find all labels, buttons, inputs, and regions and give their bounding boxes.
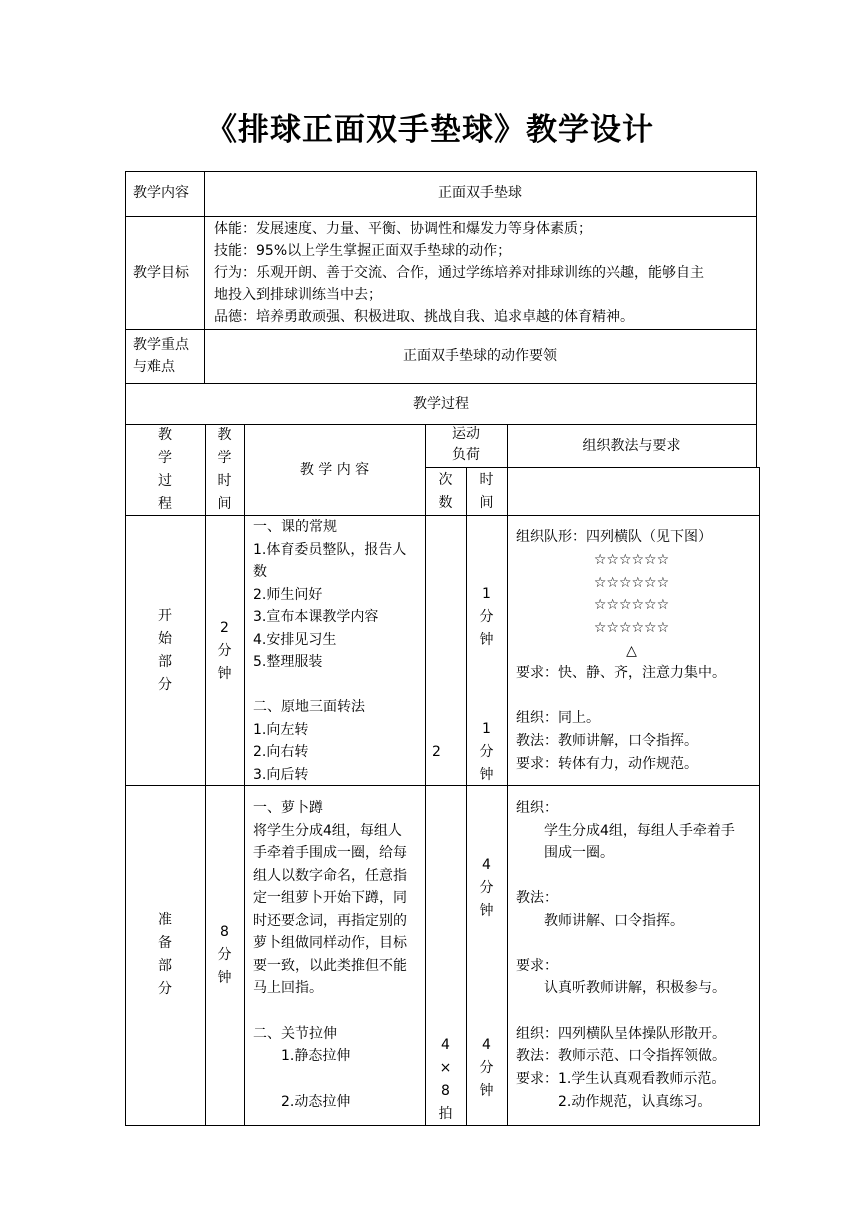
keypoints-value: 正面双手垫球的动作要领 [403,348,557,364]
goal-line: 行为：乐观开朗、善于交流、合作，通过学练培养对排球训练的兴趣，能够自主 [214,265,704,281]
header-time: 教 学 时 间 [217,427,232,512]
formation-row: ☆☆☆☆☆☆ [593,552,670,568]
content-line: 二、原地三面转法 [253,699,365,715]
method-line: 组织： [516,800,558,816]
header-method: 组织教法与要求 [582,438,681,454]
content-line: 定一组萝卜开始下蹲，同 [253,890,407,906]
method-line: 要求： [516,958,558,974]
content-line: 1.向左转 [253,722,309,738]
table-line [425,467,760,468]
method-line: 教师讲解、口令指挥。 [516,913,684,929]
formation-row: ☆☆☆☆☆☆ [593,597,670,613]
table-line [125,171,757,172]
content-line: 2.动态拉伸 [281,1094,351,1110]
content-line: 时还要念词，再指定别的 [253,913,407,929]
formation-row: ☆☆☆☆☆☆ [593,620,670,636]
stage-start: 开 始 部 分 [158,608,172,693]
content-line: 1.静态拉伸 [281,1048,351,1064]
duration-prep-2: 4 分 钟 [479,1037,494,1099]
table-line [205,424,206,1126]
table-line [466,467,467,1126]
header-count: 次 数 [438,472,453,511]
content-line: 2.向右转 [253,744,309,760]
method-line: 2.动作规范，认真练习。 [516,1094,712,1110]
header-load: 运动 负荷 [452,426,480,463]
table-line [756,171,757,468]
method-line: 组织：同上。 [516,710,600,726]
content-value: 正面双手垫球 [438,185,522,201]
duration-prep-1: 4 分 钟 [479,857,494,919]
content-line: 2.师生问好 [253,587,323,603]
header-stage: 教 学 过 程 [158,427,172,512]
method-line: 教法：教师讲解，口令指挥。 [516,733,698,749]
method-line: 教法： [516,890,558,906]
table-line [125,329,757,330]
content-line: 一、萝卜蹲 [253,800,323,816]
content-label: 教学内容 [133,185,189,201]
table-line [507,424,508,1126]
formation-row: ☆☆☆☆☆☆ [593,575,670,591]
content-line: 马上回指。 [253,980,323,996]
keypoints-label: 教学重点 [133,337,189,353]
method-line: 要求：快、静、齐，注意力集中。 [516,665,726,681]
content-line: 1.体育委员整队，报告人 [253,542,407,558]
content-line: 4.安排见习生 [253,632,337,648]
content-line: 萝卜组做同样动作，目标 [253,935,407,951]
content-line: 要一致，以此类推但不能 [253,958,407,974]
method-line: 组织：四列横队呈体操队形散开。 [516,1026,726,1042]
goal-line: 品德：培养勇敢顽强、积极进取、挑战自我、追求卓越的体育精神。 [214,309,634,325]
table-line [125,383,757,384]
content-line: 将学生分成4组，每组人 [253,823,402,839]
process-header: 教学过程 [413,396,469,412]
table-line [425,424,426,1126]
goals-label: 教学目标 [133,265,189,281]
count-prep: 4 × 8 拍 [438,1037,453,1122]
stage-prep: 准 备 部 分 [158,912,172,997]
goal-line: 技能：95%以上学生掌握正面双手垫球的动作； [214,243,512,259]
table-line [759,467,760,1126]
content-line: 组人以数字命名，任意指 [253,868,407,884]
method-line: 要求：1.学生认真观看教师示范。 [516,1071,726,1087]
header-duration: 时 间 [479,472,494,511]
duration-start-1: 1 分 钟 [479,586,494,648]
header-content: 教 学 内 容 [299,462,370,478]
method-line: 围成一圈。 [516,845,614,861]
content-line: 3.宣布本课教学内容 [253,609,379,625]
content-line: 5.整理服装 [253,654,323,670]
table-line [244,424,245,1126]
content-line: 手牵着手围成一圈，给每 [253,845,407,861]
page-title: 《排球正面双手垫球》教学设计 [206,112,654,148]
time-prep: 8 分 钟 [217,924,232,986]
table-line [125,216,757,217]
keypoints-label: 与难点 [133,359,175,375]
table-line [125,785,760,786]
content-line: 3.向后转 [253,767,309,783]
teacher-marker: △ [626,643,637,659]
goal-line: 体能：发展速度、力量、平衡、协调性和爆发力等身体素质； [214,221,592,237]
method-line: 组织队形：四列横队（见下图） [516,529,712,545]
content-line: 数 [253,564,267,580]
method-line: 认真听教师讲解，积极参与。 [516,980,726,996]
time-start: 2 分 钟 [217,620,232,682]
count-start: 2 [432,744,441,760]
content-line: 二、关节拉伸 [253,1026,337,1042]
content-line: 一、课的常规 [253,519,337,535]
method-line: 教法：教师示范、口令指挥领做。 [516,1048,726,1064]
goal-line: 地投入到排球训练当中去； [214,287,382,303]
method-line: 学生分成4组，每组人手牵着手 [516,823,735,839]
duration-start-2: 1 分 钟 [479,721,494,783]
method-line: 要求：转体有力，动作规范。 [516,756,698,772]
